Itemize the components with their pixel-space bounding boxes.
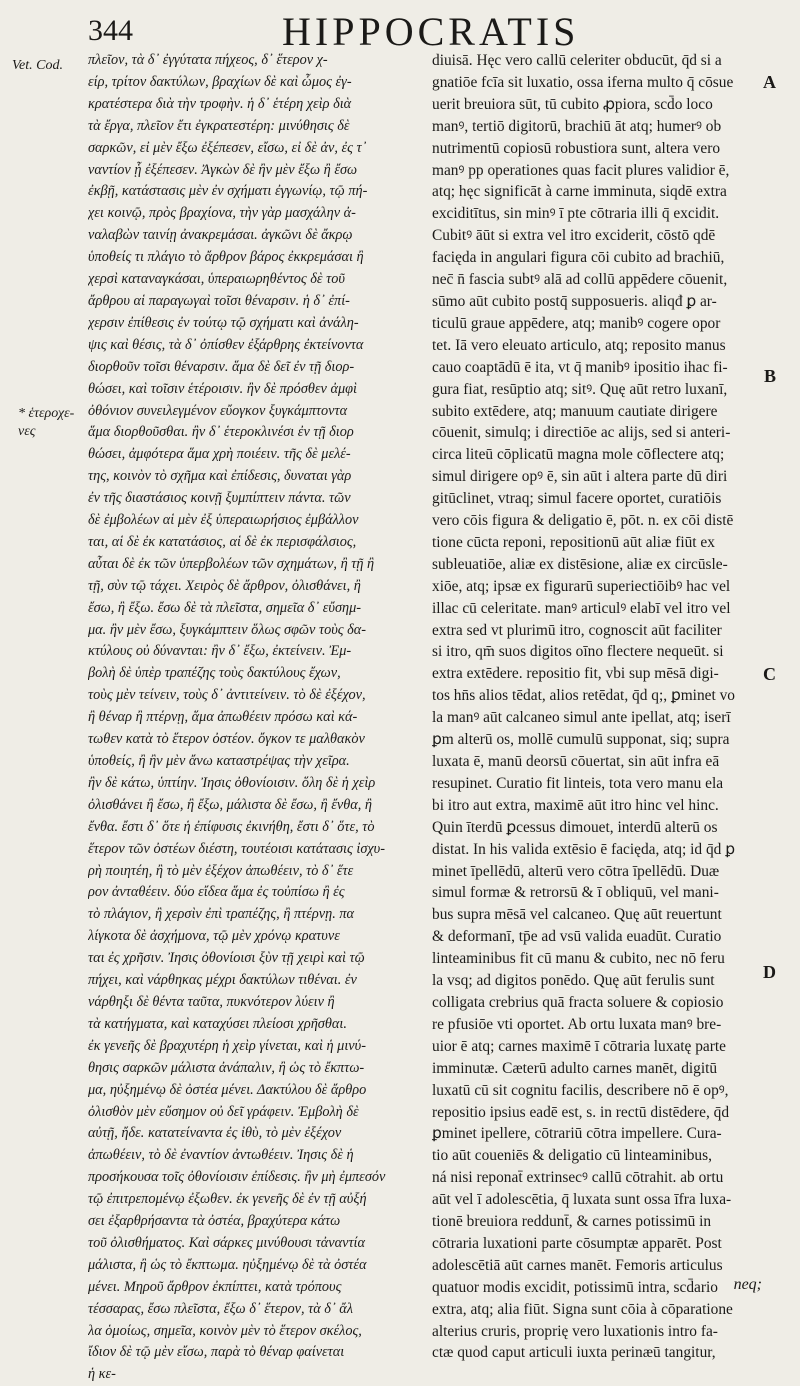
text-line: μάλιστα, ἢ ὡς τὸ ἔκπτωμα. ηὐξημένῳ δὲ τὰ ὀστέα [88, 1256, 367, 1273]
text-line: ψις καὶ θέσις, τὰ δ᾽ ὀπίσθεν ἐξάρθρης ἐκτείνοντα [88, 336, 364, 353]
text-line: tione cūcta reponi, repositionū aūt aliæ fiūt ex [432, 533, 715, 551]
section-letter-b: B [763, 366, 776, 386]
text-line: aūt vel ī adolescētia, q̄ luxata sunt ossa īfra luxa- [432, 1191, 732, 1209]
text-line: ἔνθα. ἔστι δ᾽ ὅτε ἡ ἐπίφυσις ἐκινήθη, ἔστι δ᾽ ὅτε, τὸ [88, 818, 375, 835]
text-line: cōtraria luxationi parte cōsumptæ apparēt. Post [432, 1234, 722, 1252]
margin-note-vet-cod: Vet. Cod. [12, 58, 63, 73]
text-line: τῷ ἐπιτρεπομένῳ ἐξωθεν. ἐκ γενεῆς δὲ ἐν τῇ αὐξή [88, 1191, 367, 1208]
text-line: ꝑminet ipellere, cōtrariū cōtra impellere. Cura- [432, 1125, 722, 1143]
text-line: ναντίον ᾗ ἐξέπεσεν. Ἀγκὼν δὲ ἢν μὲν ἔξω ἢ ἔσω [88, 161, 358, 178]
text-line: circa liteū cōplicatū magna mole cōflectere atq; [432, 446, 725, 464]
margin-note-variant: * ἑτεροχε- νες [18, 406, 75, 439]
text-line: tio aūt coueniēs & deligatio cū linteaminibus, [432, 1147, 712, 1165]
text-line: uior ē atq; carnes maximē ī cōtraria luxatę parte [432, 1037, 726, 1055]
text-line: bi itro aut extra, maximē aūt itro hinc vel hinc. [432, 796, 719, 814]
text-line: bus supra mēsā vel calcaneo. Quę aūt reuertunt [432, 906, 722, 924]
text-line: ἴδιον δὲ τῷ μὲν εἴσω, παρὰ τὸ θέναρ φαίνεται [88, 1344, 345, 1361]
text-line: της, κοινὸν τὸ σχῆμα καὶ ἐπίδεσις, δυναται γὰρ [88, 468, 352, 485]
text-line: cauo coaptādū ē ita, vt q̄ manibꝰ ipositio ihac fi- [432, 358, 728, 376]
text-line: ἐκβῇ, κατάστασις μὲν ἐν σχήματι ἐγγωνίῳ, τῷ πή- [88, 183, 368, 200]
text-line: τὰ κατήγματα, καὶ καταχύσει πλείοσι χρῆσθαι. [88, 1015, 347, 1032]
text-line: λίγκοτα δὲ ἀσχήμονα, τῷ μὲν χρόνῳ κρατυνε [88, 928, 340, 945]
text-line: διορθοῦν τοῖσι θέναρσιν. ἅμα δὲ δεῖ ἐν τῇ διορ- [88, 358, 355, 375]
text-line: manꝰ pp operationes quas facit plures validior ē, [432, 161, 730, 179]
text-line: uerit breuiora sūt, tū cubito ꝓpiora, scd̄o loco [432, 95, 713, 113]
text-line: simul dirigere opꝰ ē, sin aūt i altera parte dū diri [432, 468, 728, 486]
text-line: αὗται δὲ ἐκ τῶν ὑπερβολέων τῶν σχημάτων, ἢ τῇ ἢ [88, 555, 375, 572]
text-line: la vsq; ad digitos ponēdo. Quę aūt ferulis sunt [432, 972, 715, 990]
text-line: la manꝰ aūt calcaneo simul ante ipellat, atq; iserī [432, 709, 731, 727]
text-line: ὀθόνιον συνειλεγμένον εὔογκον ξυγκάμπτοντα [88, 402, 348, 419]
catchword: neq; [733, 1276, 762, 1293]
text-line: θώσει, καὶ τοῖσιν ἑτέροισιν. ἢν δὲ πρόσθεν ἀμφὶ [88, 380, 358, 397]
text-line: ἐν τῆς διαστάσιος κοινῇ ξυμπίπτειν πάντα. τῶν [88, 490, 351, 507]
text-line: Cubitꝰ āūt si extra vel itro exciderit, cōstō qdē [432, 227, 716, 245]
text-line: ται, αἱ δὲ ἐκ κατατάσιος, αἱ δὲ ἐκ περισφάλσιος, [88, 533, 357, 550]
text-line: resupinet. Curatio fit linteis, tota vero manu ela [432, 774, 724, 792]
text-line: βολὴ δὲ ὑπὲρ τραπέζης τοὺς δακτύλους ἔχων, [88, 665, 341, 682]
text-line: χει κοινῷ, πρὸς βραχίονα, τὴν γὰρ μασχάλην ἀ- [88, 205, 356, 222]
text-line: distat. In his valida extēsio ē facięda, atq; id q̄d ꝑ [432, 840, 735, 858]
text-line: gitūclinet, vtraq; simul facere oportet, curatiōis [432, 490, 722, 508]
text-line: τὸ πλάγιον, ἢ χερσὶν ἐπὶ τραπέζης, ἢ πτέρνῃ. πα [88, 906, 355, 923]
text-line: θώσει, ἀμφότερα ἅμα χρὴ ποιέειν. τῆς δὲ μελέ- [88, 446, 351, 463]
text-line: extra, atq; alia fiūt. Signa sunt cōia à cōparatione [432, 1300, 733, 1318]
text-line: luxata ē, manū deorsū cōuertat, sin aūt infra eā [432, 753, 720, 770]
text-line: ticulū graue appēdere, atq; manibꝰ cogere opor [432, 314, 721, 332]
text-line: nutrimentū copiosū robustiora sunt, altera vero [432, 139, 721, 157]
text-line: ρον ἀνταθέειν. δύο εἴδεα ἅμα ἐς τοὐπίσω ἢ ἐς [88, 884, 345, 901]
text-line: ὑποθείς τι πλάγιο τὸ ἄρθρον βάρος ἐκκρεμάσαι ἢ [88, 249, 364, 266]
text-line: nec̄ n̄ fascia subtꝰ alā ad collū appēdere cōuenit, [432, 271, 728, 289]
running-head: HIPPOCRATIS [282, 9, 580, 54]
text-line: simul formæ & retrorsū & ī obliquū, vel mani- [432, 884, 719, 902]
text-line: xiōe, atq; ipsæ ex figurarū superiectiōibꝰ hac vel [432, 577, 731, 595]
text-line: ἢ θέναρ ἢ πτέρνῃ, ἅμα ἀπωθέειν πρόσω καὶ κά- [88, 709, 358, 726]
text-line: ꝑm alterū os, mollē cumulū supponat, siq; supra [432, 731, 730, 749]
text-line: ἐκ γενεῆς δὲ βραχυτέρη ἡ χεὶρ γίνεται, καὶ ἡ μινύ- [88, 1037, 366, 1054]
text-line: πλεῖον, τὰ δ᾽ ἐγγύτατα πήχεος, δ᾽ ἕτερον χ- [88, 52, 328, 68]
text-line: ρὴ ποιητέη, ἢ τὸ μὲν ἐξέχον ἀπωθέειν, τὸ δ᾽ ἕτε [88, 862, 354, 879]
text-line: τωθεν κατὰ τὸ ἕτερον ὀστέον. ὄγκον τε μαλθακὸν [88, 731, 365, 748]
text-line: extra extēdere. repositio fit, vbi sup mēsā digi- [432, 665, 719, 683]
greek-text-column [88, 50, 426, 1386]
text-line: τέσσαρας, ἔσω πλεῖστα, ἔξω δ᾽ ἕτερον, τὰ δ᾽ ἄλ [88, 1300, 353, 1317]
text-line: ἔσω, ἢ ἔξω. ἔσω δὲ τὰ πλεῖστα, σημεῖα δ᾽ εὔσημ- [88, 599, 362, 616]
text-line: θησις σαρκῶν μάλιστα ἀνάπαλιν, ἢ ὡς τὸ ἔκπτω- [88, 1059, 365, 1076]
text-line: vero cōis figura & deligatio ē, pōt. n. ex cōi distē [432, 512, 734, 530]
text-line: quatuor modis excidit, potissimū intra, scd̄ario [432, 1278, 718, 1296]
text-line: re pfusiōe vti oportet. Ab ortu luxata manꝰ bre- [432, 1015, 722, 1033]
text-line: λα ὁμοίως, σημεῖα, κοινὸν μὲν τὸ ἕτερον σκέλος, [88, 1322, 362, 1339]
text-line: ἢν δὲ κάτω, ὑπτίην. Ἰησις ὀθονίοισιν. ὅλη δὲ ἡ χεὶρ [88, 774, 376, 791]
page-number: 344 [88, 14, 133, 47]
text-line: νάρθηξι δὲ θέντα ταῦτα, πυκνότερον λύειν ἢ [88, 993, 335, 1010]
section-letter-a: A [763, 72, 776, 92]
text-line: ται ἐς χρῆσιν. Ἰησις ὀθονίοισι ξὺν τῇ χειρὶ καὶ τῷ [88, 950, 365, 967]
text-line: ἄρθρου αἱ παραγωγαὶ τοῖσι θέναρσιν. ἡ δ᾽ ἐπί- [88, 292, 350, 309]
text-line: manꝰ, tertiō digitorū, brachiū āt atq; humerꝰ ob [432, 117, 722, 135]
text-line: τοὺς μὲν τείνειν, τοὺς δ᾽ ἀντιτείνειν. τὸ δὲ ἐξέχον, [88, 687, 366, 704]
text-line: αὐτῇ, ἤδε. κατατείναντα ἐς ἰθὺ, τὸ μὲν ἐξέχον [88, 1125, 342, 1142]
text-line: subito extēdere, atq; manuum cautiate dirigere [432, 402, 718, 420]
text-line: ctæ quod caput articuli iuxta perinæū tangitur, [432, 1344, 716, 1362]
text-line: τῇ, σὺν τῷ τάχει. Χειρὸς δὲ ἄρθρον, ὀλισθάνει, ἢ [88, 577, 361, 594]
text-line: illac cū celeritate. manꝰ articulꝰ elabī vel itro vel [432, 599, 731, 617]
text-line: minet īpellēdū, alterū vero cōtra īpellēdū. Duæ [432, 862, 720, 880]
text-line: είρ, τρίτον δακτύλων, βραχίων δὲ καὶ ὦμος ἐγ- [88, 73, 352, 90]
text-line: gnatiōe fcīa sit luxatio, ossa iferna multo q̄ cōsue [432, 73, 734, 91]
text-line: κρατέστερα διὰ τὴν τροφὴν. ἡ δ᾽ ἑτέρη χεὶρ διὰ [88, 95, 352, 112]
text-line: diuisā. Hęc vero callū celeriter obducūt, q̄d si a [432, 52, 722, 69]
text-line: χερσιν ἐπίθεσις ἐν τούτῳ τῷ σχήματι καὶ ἀνάλη- [88, 314, 359, 331]
text-line: extra sed vt plurimū itro, cognoscit aūt faciliter [432, 621, 722, 639]
text-line: & deformanī, tp̄e ad vsū valida euadūt. Curatio [432, 928, 722, 946]
text-line: ἅμα διορθοῦσθαι. ἢν δ᾽ ἑτεροκλινέσι ἐν τῇ διορ [88, 424, 354, 441]
text-line: μα, ηὐξημένῳ δὲ ὀστέα μένει. Δακτύλου δὲ ἄρθρο [88, 1081, 367, 1098]
text-line: tet. Iā vero eleuato articulo, atq; reposito manus [432, 336, 726, 354]
text-line: gura fiat, resūptio atq; sitꝰ. Quę aūt retro luxanī, [432, 380, 728, 398]
text-line: κτύλους οὐ δύνανται: ἢν δ᾽ ἔξω, ἐκτείνειν. Ἐμ- [88, 643, 352, 660]
text-line: cōuenit, simulq; i directiōe ac alijs, sed si anteri- [432, 424, 731, 442]
text-line: adolescētiā aūt carnes manēt. Femoris articulus [432, 1256, 723, 1274]
text-line: alterius cruris, proprię vero luxationis intro fa- [432, 1322, 718, 1340]
text-line: ναλαβὼν ταινίῃ ἀνακρεμάσαι. ἀγκῶνι δὲ ἄκρῳ [88, 227, 353, 244]
text-line: exciditītus, sin minꝰ ī pte cōtraria illi q̄ excidit. [432, 205, 720, 223]
text-line: sūmo aūt cubito postq̄ supposueris. aliqđ ꝑ ar- [432, 292, 717, 310]
latin-text-column [432, 50, 764, 1364]
text-line: linteaminibus fit cū manu & cubito, nec nō feru [432, 950, 725, 968]
text-line: σει ἐξαρθρήσαντα τὰ ὀστέα, βραχύτερα κάτω [88, 1213, 341, 1230]
text-line: si itro, qm̄ suos digitos oīno flectere nequeūt. si [432, 643, 724, 661]
text-line: tionē breuiora reddunt̄, & carnes potissimū in [432, 1213, 712, 1231]
text-line: ὑποθείς, ἢ ἢν μὲν ἄνω καταστρέψας τὴν χεῖρα. [88, 753, 350, 769]
text-line: προσήκουσα τοῖς ὀθονίοισιν ἐπίδεσις. ἢν μὴ ἐμπεσόν [88, 1169, 386, 1186]
text-line: χερσὶ καταναγκάσαι, ὑπεραιωρηθέντος δὲ τοῦ [88, 271, 345, 288]
section-letter-c: C [763, 664, 776, 684]
text-line: imminutæ. Cæterū adulto carnes manēt, digitū [432, 1059, 718, 1077]
text-line: facięda in angulari figura cōi cubito ad brachiū, [432, 249, 725, 267]
text-line: atq; hęc significāt à carne imminuta, siqdē extra [432, 183, 727, 201]
text-line: luxatū cū sit cognitu facilis, describere nō ē opꝰ, [432, 1081, 729, 1099]
text-line: ἡ κε- [88, 1366, 116, 1383]
text-line: repositio ipsius eadē est, s. in rectū distēdere, q̄d [432, 1103, 730, 1121]
text-line: μένει. Μηροῦ ἄρθρον ἐκπίπτει, κατὰ τρόπους [88, 1278, 342, 1295]
text-line: σαρκῶν, εἰ μὲν ἔξω ἐξέπεσεν, εἴσω, εἰ δὲ ἀν, ἐς τ᾽ [88, 139, 367, 156]
text-line: ἕτερον τῶν ὀστέων διέστη, τουτέοισι κατάτασις ἰσχυ- [88, 840, 386, 857]
text-line: δὲ ἐμβολέων αἱ μὲν ἐξ ὑπεραιωρήσιος ἐμβάλλον [88, 512, 359, 529]
text-line: πήχει, καὶ νάρθηκας μέχρι δακτύλων τιθέναι. ἐν [88, 972, 357, 989]
text-line: tos hn̄s alios tēdat, alios retēdat, q̄d q;, ꝑminet vo [432, 687, 735, 705]
text-line: ὀλισθὸν μὲν εὔσημον οὐ δεῖ γράφειν. Ἐμβολὴ δὲ [88, 1103, 359, 1120]
text-line: ἀπωθέειν, τὸ δὲ ἐναντίον ἀντωθέειν. Ἰησις δὲ ἡ [88, 1147, 354, 1164]
text-line: ὀλισθάνει ἢ ἔσω, ἢ ἔξω, μάλιστα δὲ ἔσω, ἢ ἔνθα, ἢ [88, 796, 372, 813]
section-letter-d: D [763, 962, 776, 982]
text-line: Quin īterdū ꝑcessus dimouet, interdū alterū os [432, 818, 718, 836]
text-line: colligata crebrius quā fracta soluere & copiosio [432, 993, 724, 1011]
text-line: τὰ ἔργα, πλεῖον ἔτι ἐγκρατεστέρη: μινύθησις δὲ [88, 117, 350, 134]
text-line: τοῦ ὀλισθήματος. Καὶ σάρκες μινύθουσι τἀναντία [88, 1234, 366, 1251]
text-line: μα. ἢν μὲν ἔσω, ξυγκάμπτειν ὅλως σφῶν τοὺς δα- [88, 621, 367, 638]
text-line: ná nisi reponat̄ extrinsecꝰ callū cōtrahit. ab ortu [432, 1169, 724, 1187]
text-line: subleuatiōe, aliæ ex distēsione, aliæ ex circūsle- [432, 555, 728, 573]
